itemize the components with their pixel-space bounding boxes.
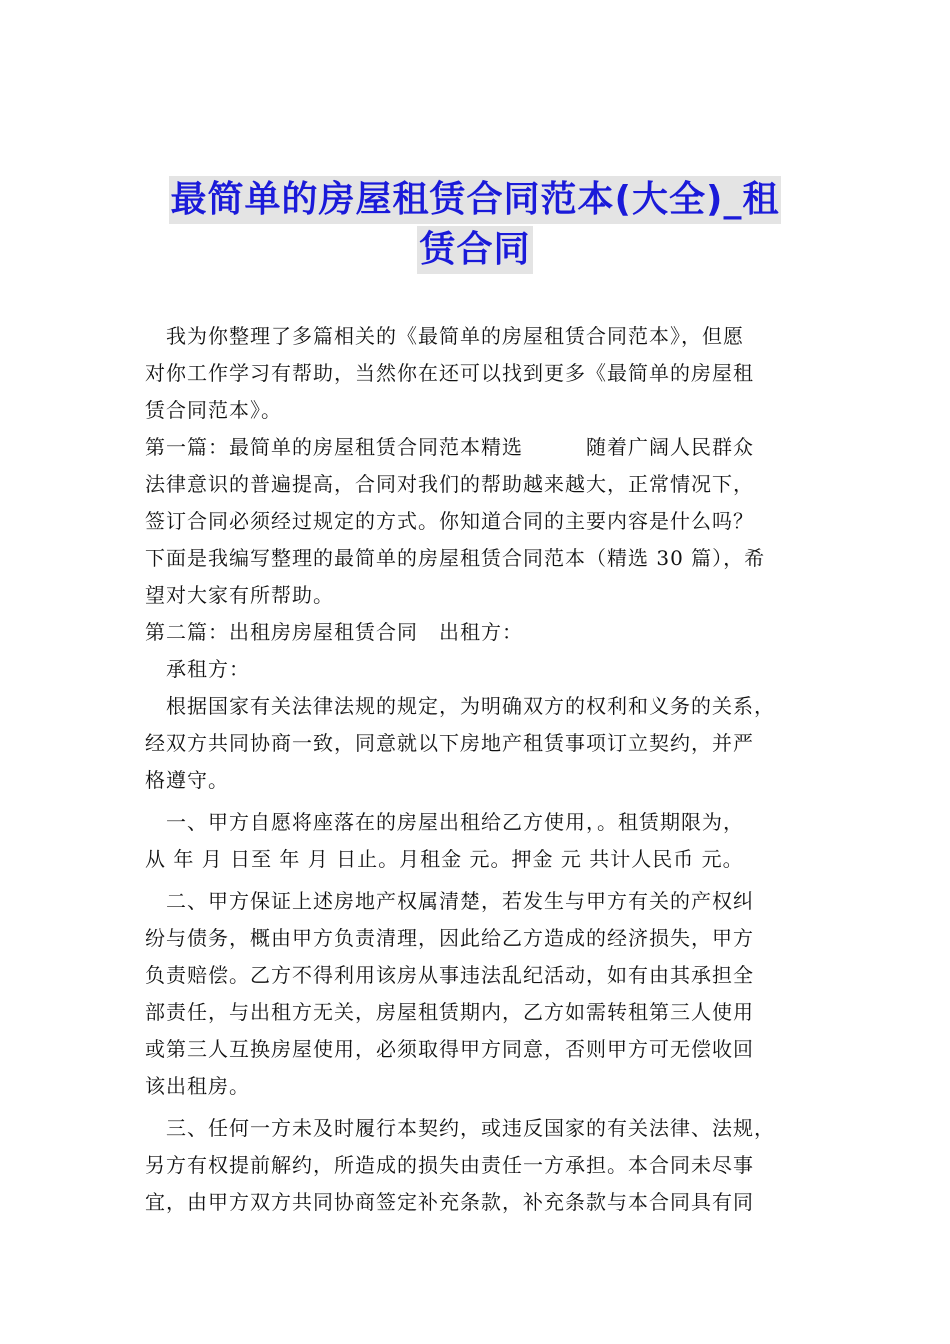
text-line: 我为你整理了多篇相关的《最简单的房屋租赁合同范本》，但愿 <box>145 324 744 348</box>
text-line: 签订合同必须经过规定的方式。你知道合同的主要内容是什么吗？ <box>145 509 754 533</box>
document-body <box>145 318 815 1221</box>
text-line: 该出租房。 <box>145 1074 250 1098</box>
document-title <box>100 176 850 276</box>
text-line: 格遵守。 <box>145 768 229 792</box>
paragraph <box>145 318 815 429</box>
text-line: 三、任何一方未及时履行本契约，或违反国家的有关法律、法规， <box>145 1116 775 1140</box>
text-line: 或第三人互换房屋使用，必须取得甲方同意，否则甲方可无偿收回 <box>145 1037 754 1061</box>
text-line: 第二篇：出租房房屋租赁合同 出租方： <box>145 620 523 644</box>
paragraph <box>145 804 815 878</box>
text-line: 法律意识的普遍提高，合同对我们的帮助越来越大，正常情况下， <box>145 472 754 496</box>
paragraph <box>145 614 815 651</box>
paragraph <box>145 429 815 614</box>
text-line: 宜，由甲方双方共同协商签定补充条款，补充条款与本合同具有同 <box>145 1190 754 1214</box>
text-line: 赁合同范本》。 <box>145 398 282 422</box>
text-line: 根据国家有关法律法规的规定，为明确双方的权利和义务的关系， <box>145 694 775 718</box>
text-line: 对你工作学习有帮助，当然你在还可以找到更多《最简单的房屋租 <box>145 361 754 385</box>
text-line: 负责赔偿。乙方不得利用该房从事违法乱纪活动，如有由其承担全 <box>145 963 754 987</box>
text-line: 二、甲方保证上述房地产权属清楚，若发生与甲方有关的产权纠 <box>145 889 754 913</box>
text-line: 经双方共同协商一致，同意就以下房地产租赁事项订立契约，并严 <box>145 731 754 755</box>
title-line-1: 最简单的房屋租赁合同范本(大全)_租 <box>169 176 782 224</box>
text-line: 下面是我编写整理的最简单的房屋租赁合同范本（精选 30 篇），希 <box>145 546 766 570</box>
text-line: 纷与债务，概由甲方负责清理，因此给乙方造成的经济损失，甲方 <box>145 926 754 950</box>
title-line-2: 赁合同 <box>417 226 532 274</box>
paragraph <box>145 688 815 799</box>
text-line: 从 年 月 日至 年 月 日止。月租金 元。押金 元 共计人民币 元。 <box>145 847 744 871</box>
paragraph <box>145 651 815 688</box>
paragraph <box>145 883 815 1105</box>
text-line: 承租方： <box>145 657 250 681</box>
text-line: 部责任，与出租方无关，房屋租赁期内，乙方如需转租第三人使用 <box>145 1000 754 1024</box>
text-line: 一、甲方自愿将座落在的房屋出租给乙方使用，。租赁期限为， <box>145 810 744 834</box>
text-line: 另方有权提前解约，所造成的损失由责任一方承担。本合同未尽事 <box>145 1153 754 1177</box>
paragraph <box>145 1110 815 1221</box>
text-line: 望对大家有所帮助。 <box>145 583 334 607</box>
text-line: 第一篇：最简单的房屋租赁合同范本精选 随着广阔人民群众 <box>145 435 754 459</box>
